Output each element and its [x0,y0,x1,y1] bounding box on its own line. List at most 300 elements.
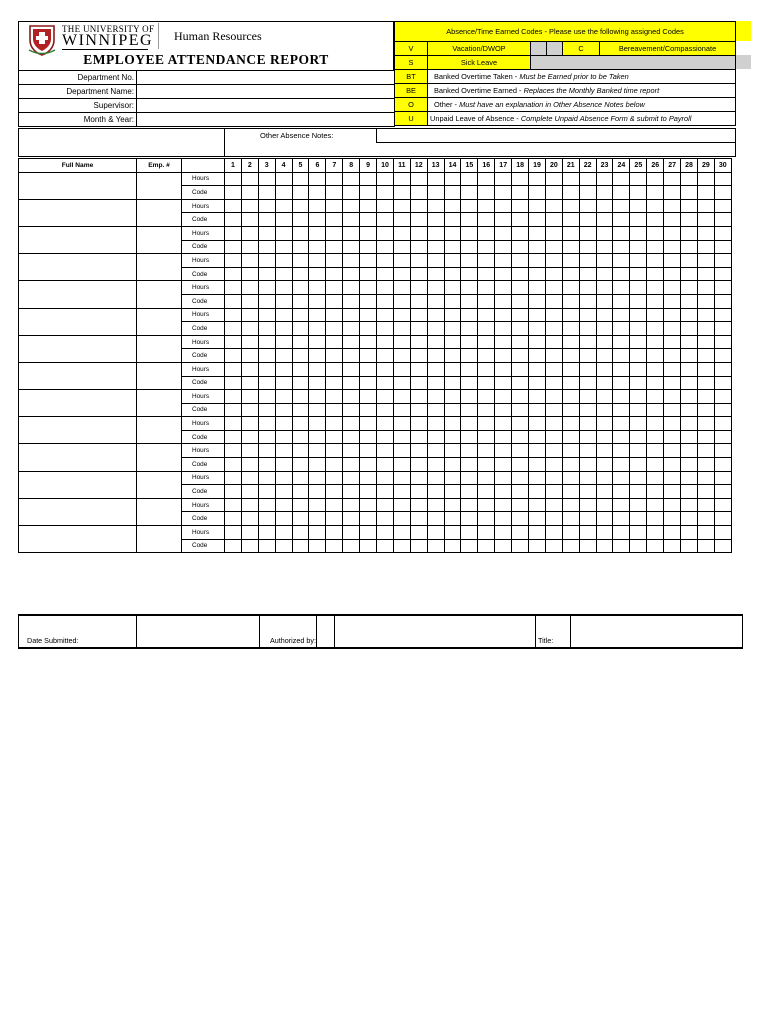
day-cell[interactable] [427,349,444,363]
day-cell[interactable] [393,417,410,431]
day-cell[interactable] [427,240,444,254]
day-cell[interactable] [258,186,275,200]
day-cell[interactable] [258,349,275,363]
day-cell[interactable] [258,512,275,526]
day-cell[interactable] [377,308,394,322]
day-cell[interactable] [512,294,529,308]
day-cell[interactable] [529,417,546,431]
day-cell[interactable] [326,458,343,472]
day-cell[interactable] [630,430,647,444]
day-cell[interactable] [292,403,309,417]
day-cell[interactable] [309,430,326,444]
day-cell[interactable] [377,498,394,512]
day-cell[interactable] [495,512,512,526]
day-cell[interactable] [495,362,512,376]
day-cell[interactable] [495,335,512,349]
day-cell[interactable] [596,539,613,553]
day-cell[interactable] [529,390,546,404]
day-cell[interactable] [377,172,394,186]
day-cell[interactable] [225,322,242,336]
day-cell[interactable] [664,267,681,281]
day-cell[interactable] [360,281,377,295]
day-cell[interactable] [275,335,292,349]
day-cell[interactable] [529,471,546,485]
day-cell[interactable] [613,485,630,499]
day-cell[interactable] [377,471,394,485]
day-cell[interactable] [681,458,698,472]
day-cell[interactable] [495,308,512,322]
day-cell[interactable] [545,335,562,349]
day-cell[interactable] [292,335,309,349]
day-cell[interactable] [613,240,630,254]
day-cell[interactable] [529,458,546,472]
day-cell[interactable] [360,458,377,472]
day-cell[interactable] [545,172,562,186]
day-cell[interactable] [613,281,630,295]
day-cell[interactable] [410,444,427,458]
day-cell[interactable] [309,186,326,200]
day-cell[interactable] [529,430,546,444]
day-cell[interactable] [241,294,258,308]
day-cell[interactable] [545,498,562,512]
day-cell[interactable] [393,308,410,322]
day-cell[interactable] [343,498,360,512]
day-cell[interactable] [630,267,647,281]
day-cell[interactable] [461,444,478,458]
day-cell[interactable] [444,308,461,322]
day-cell[interactable] [613,213,630,227]
day-cell[interactable] [427,390,444,404]
day-cell[interactable] [714,485,731,499]
day-cell[interactable] [495,254,512,268]
day-cell[interactable] [664,403,681,417]
employee-8-name-field[interactable] [19,362,137,389]
day-cell[interactable] [326,512,343,526]
day-cell[interactable] [579,485,596,499]
day-cell[interactable] [360,349,377,363]
day-cell[interactable] [512,376,529,390]
day-cell[interactable] [529,444,546,458]
day-cell[interactable] [225,485,242,499]
day-cell[interactable] [309,362,326,376]
day-cell[interactable] [326,172,343,186]
day-cell[interactable] [545,240,562,254]
day-cell[interactable] [461,539,478,553]
day-cell[interactable] [562,199,579,213]
day-cell[interactable] [579,199,596,213]
day-cell[interactable] [630,485,647,499]
day-cell[interactable] [478,199,495,213]
employee-9-emp-no-field[interactable] [137,390,182,417]
day-cell[interactable] [630,349,647,363]
notes-field[interactable] [376,142,736,143]
day-cell[interactable] [444,390,461,404]
day-cell[interactable] [512,362,529,376]
day-cell[interactable] [647,485,664,499]
day-cell[interactable] [681,226,698,240]
day-cell[interactable] [427,294,444,308]
day-cell[interactable] [292,498,309,512]
day-cell[interactable] [596,281,613,295]
day-cell[interactable] [495,471,512,485]
day-cell[interactable] [664,444,681,458]
day-cell[interactable] [292,254,309,268]
day-cell[interactable] [427,199,444,213]
day-cell[interactable] [343,362,360,376]
day-cell[interactable] [630,403,647,417]
day-cell[interactable] [292,349,309,363]
day-cell[interactable] [292,390,309,404]
day-cell[interactable] [258,403,275,417]
day-cell[interactable] [664,539,681,553]
day-cell[interactable] [512,254,529,268]
day-cell[interactable] [596,308,613,322]
day-cell[interactable] [258,308,275,322]
day-cell[interactable] [697,226,714,240]
day-cell[interactable] [545,294,562,308]
employee-10-emp-no-field[interactable] [137,417,182,444]
day-cell[interactable] [326,444,343,458]
day-cell[interactable] [647,199,664,213]
day-cell[interactable] [444,254,461,268]
day-cell[interactable] [292,362,309,376]
day-cell[interactable] [579,512,596,526]
day-cell[interactable] [478,226,495,240]
day-cell[interactable] [309,403,326,417]
day-cell[interactable] [664,240,681,254]
day-cell[interactable] [393,186,410,200]
day-cell[interactable] [529,172,546,186]
day-cell[interactable] [529,199,546,213]
day-cell[interactable] [258,281,275,295]
day-cell[interactable] [461,322,478,336]
day-cell[interactable] [241,186,258,200]
day-cell[interactable] [562,186,579,200]
day-cell[interactable] [613,417,630,431]
day-cell[interactable] [292,186,309,200]
day-cell[interactable] [241,403,258,417]
day-cell[interactable] [495,172,512,186]
day-cell[interactable] [225,335,242,349]
day-cell[interactable] [427,539,444,553]
department-no-field[interactable] [137,71,395,85]
employee-11-name-field[interactable] [19,444,137,471]
day-cell[interactable] [241,512,258,526]
day-cell[interactable] [292,308,309,322]
day-cell[interactable] [512,390,529,404]
day-cell[interactable] [461,526,478,540]
day-cell[interactable] [360,254,377,268]
day-cell[interactable] [360,199,377,213]
day-cell[interactable] [427,226,444,240]
day-cell[interactable] [427,308,444,322]
day-cell[interactable] [343,322,360,336]
day-cell[interactable] [393,254,410,268]
day-cell[interactable] [343,471,360,485]
day-cell[interactable] [714,322,731,336]
day-cell[interactable] [596,186,613,200]
day-cell[interactable] [579,186,596,200]
day-cell[interactable] [478,498,495,512]
day-cell[interactable] [630,417,647,431]
day-cell[interactable] [393,281,410,295]
day-cell[interactable] [545,458,562,472]
day-cell[interactable] [664,349,681,363]
day-cell[interactable] [258,199,275,213]
day-cell[interactable] [647,335,664,349]
day-cell[interactable] [275,417,292,431]
day-cell[interactable] [427,485,444,499]
day-cell[interactable] [478,403,495,417]
day-cell[interactable] [714,281,731,295]
day-cell[interactable] [647,471,664,485]
day-cell[interactable] [275,539,292,553]
day-cell[interactable] [562,376,579,390]
day-cell[interactable] [225,213,242,227]
day-cell[interactable] [478,267,495,281]
day-cell[interactable] [495,322,512,336]
day-cell[interactable] [444,226,461,240]
day-cell[interactable] [697,458,714,472]
day-cell[interactable] [410,226,427,240]
day-cell[interactable] [343,539,360,553]
day-cell[interactable] [258,254,275,268]
day-cell[interactable] [326,254,343,268]
day-cell[interactable] [444,349,461,363]
day-cell[interactable] [664,362,681,376]
day-cell[interactable] [647,254,664,268]
day-cell[interactable] [478,308,495,322]
day-cell[interactable] [241,526,258,540]
day-cell[interactable] [647,512,664,526]
day-cell[interactable] [241,172,258,186]
day-cell[interactable] [360,322,377,336]
day-cell[interactable] [343,512,360,526]
day-cell[interactable] [664,281,681,295]
employee-2-emp-no-field[interactable] [137,199,182,226]
day-cell[interactable] [495,349,512,363]
day-cell[interactable] [444,444,461,458]
day-cell[interactable] [225,390,242,404]
day-cell[interactable] [377,458,394,472]
day-cell[interactable] [410,308,427,322]
day-cell[interactable] [393,376,410,390]
day-cell[interactable] [630,254,647,268]
day-cell[interactable] [377,226,394,240]
day-cell[interactable] [427,267,444,281]
day-cell[interactable] [478,281,495,295]
day-cell[interactable] [714,294,731,308]
day-cell[interactable] [275,458,292,472]
day-cell[interactable] [681,240,698,254]
day-cell[interactable] [410,526,427,540]
employee-12-emp-no-field[interactable] [137,471,182,498]
day-cell[interactable] [393,403,410,417]
day-cell[interactable] [681,199,698,213]
employee-9-name-field[interactable] [19,390,137,417]
day-cell[interactable] [292,526,309,540]
day-cell[interactable] [529,281,546,295]
day-cell[interactable] [343,376,360,390]
day-cell[interactable] [225,430,242,444]
day-cell[interactable] [562,226,579,240]
day-cell[interactable] [461,403,478,417]
day-cell[interactable] [647,403,664,417]
day-cell[interactable] [495,240,512,254]
day-cell[interactable] [529,349,546,363]
day-cell[interactable] [681,430,698,444]
day-cell[interactable] [613,471,630,485]
day-cell[interactable] [377,240,394,254]
day-cell[interactable] [529,308,546,322]
day-cell[interactable] [681,186,698,200]
day-cell[interactable] [258,172,275,186]
day-cell[interactable] [427,458,444,472]
day-cell[interactable] [225,403,242,417]
day-cell[interactable] [681,294,698,308]
day-cell[interactable] [241,335,258,349]
day-cell[interactable] [360,376,377,390]
day-cell[interactable] [630,240,647,254]
day-cell[interactable] [393,213,410,227]
day-cell[interactable] [714,417,731,431]
day-cell[interactable] [410,417,427,431]
day-cell[interactable] [664,322,681,336]
day-cell[interactable] [664,294,681,308]
day-cell[interactable] [241,281,258,295]
day-cell[interactable] [292,199,309,213]
day-cell[interactable] [292,294,309,308]
day-cell[interactable] [393,226,410,240]
day-cell[interactable] [241,417,258,431]
day-cell[interactable] [275,294,292,308]
day-cell[interactable] [647,539,664,553]
day-cell[interactable] [512,485,529,499]
day-cell[interactable] [444,240,461,254]
day-cell[interactable] [410,254,427,268]
day-cell[interactable] [714,267,731,281]
day-cell[interactable] [258,417,275,431]
day-cell[interactable] [360,240,377,254]
employee-12-name-field[interactable] [19,471,137,498]
day-cell[interactable] [613,498,630,512]
day-cell[interactable] [596,417,613,431]
day-cell[interactable] [225,376,242,390]
day-cell[interactable] [714,458,731,472]
day-cell[interactable] [596,362,613,376]
day-cell[interactable] [596,226,613,240]
day-cell[interactable] [393,322,410,336]
day-cell[interactable] [225,199,242,213]
day-cell[interactable] [545,417,562,431]
day-cell[interactable] [275,172,292,186]
day-cell[interactable] [681,172,698,186]
day-cell[interactable] [613,254,630,268]
day-cell[interactable] [647,281,664,295]
day-cell[interactable] [714,512,731,526]
day-cell[interactable] [613,526,630,540]
day-cell[interactable] [275,199,292,213]
day-cell[interactable] [647,172,664,186]
day-cell[interactable] [410,403,427,417]
day-cell[interactable] [461,417,478,431]
day-cell[interactable] [562,430,579,444]
day-cell[interactable] [309,172,326,186]
day-cell[interactable] [275,362,292,376]
day-cell[interactable] [427,430,444,444]
day-cell[interactable] [461,512,478,526]
day-cell[interactable] [309,254,326,268]
day-cell[interactable] [478,254,495,268]
day-cell[interactable] [529,226,546,240]
day-cell[interactable] [613,512,630,526]
day-cell[interactable] [596,254,613,268]
day-cell[interactable] [697,308,714,322]
day-cell[interactable] [292,240,309,254]
day-cell[interactable] [562,526,579,540]
day-cell[interactable] [393,485,410,499]
day-cell[interactable] [377,390,394,404]
day-cell[interactable] [241,267,258,281]
employee-4-emp-no-field[interactable] [137,254,182,281]
day-cell[interactable] [225,294,242,308]
day-cell[interactable] [343,390,360,404]
day-cell[interactable] [258,376,275,390]
day-cell[interactable] [545,267,562,281]
day-cell[interactable] [258,444,275,458]
day-cell[interactable] [579,376,596,390]
employee-14-emp-no-field[interactable] [137,526,182,553]
day-cell[interactable] [697,294,714,308]
day-cell[interactable] [225,172,242,186]
day-cell[interactable] [681,403,698,417]
day-cell[interactable] [241,376,258,390]
day-cell[interactable] [360,444,377,458]
day-cell[interactable] [714,172,731,186]
day-cell[interactable] [714,213,731,227]
employee-3-emp-no-field[interactable] [137,226,182,253]
day-cell[interactable] [343,294,360,308]
day-cell[interactable] [579,226,596,240]
day-cell[interactable] [258,240,275,254]
day-cell[interactable] [410,267,427,281]
day-cell[interactable] [714,349,731,363]
day-cell[interactable] [681,335,698,349]
day-cell[interactable] [326,281,343,295]
day-cell[interactable] [225,226,242,240]
day-cell[interactable] [529,498,546,512]
day-cell[interactable] [697,526,714,540]
day-cell[interactable] [275,485,292,499]
day-cell[interactable] [241,322,258,336]
day-cell[interactable] [444,267,461,281]
day-cell[interactable] [697,403,714,417]
authorized-by-field[interactable] [334,615,535,648]
day-cell[interactable] [681,254,698,268]
day-cell[interactable] [343,281,360,295]
day-cell[interactable] [427,186,444,200]
day-cell[interactable] [360,335,377,349]
day-cell[interactable] [562,485,579,499]
day-cell[interactable] [360,362,377,376]
day-cell[interactable] [596,199,613,213]
day-cell[interactable] [697,213,714,227]
day-cell[interactable] [596,213,613,227]
day-cell[interactable] [579,349,596,363]
day-cell[interactable] [241,485,258,499]
day-cell[interactable] [326,539,343,553]
day-cell[interactable] [292,213,309,227]
